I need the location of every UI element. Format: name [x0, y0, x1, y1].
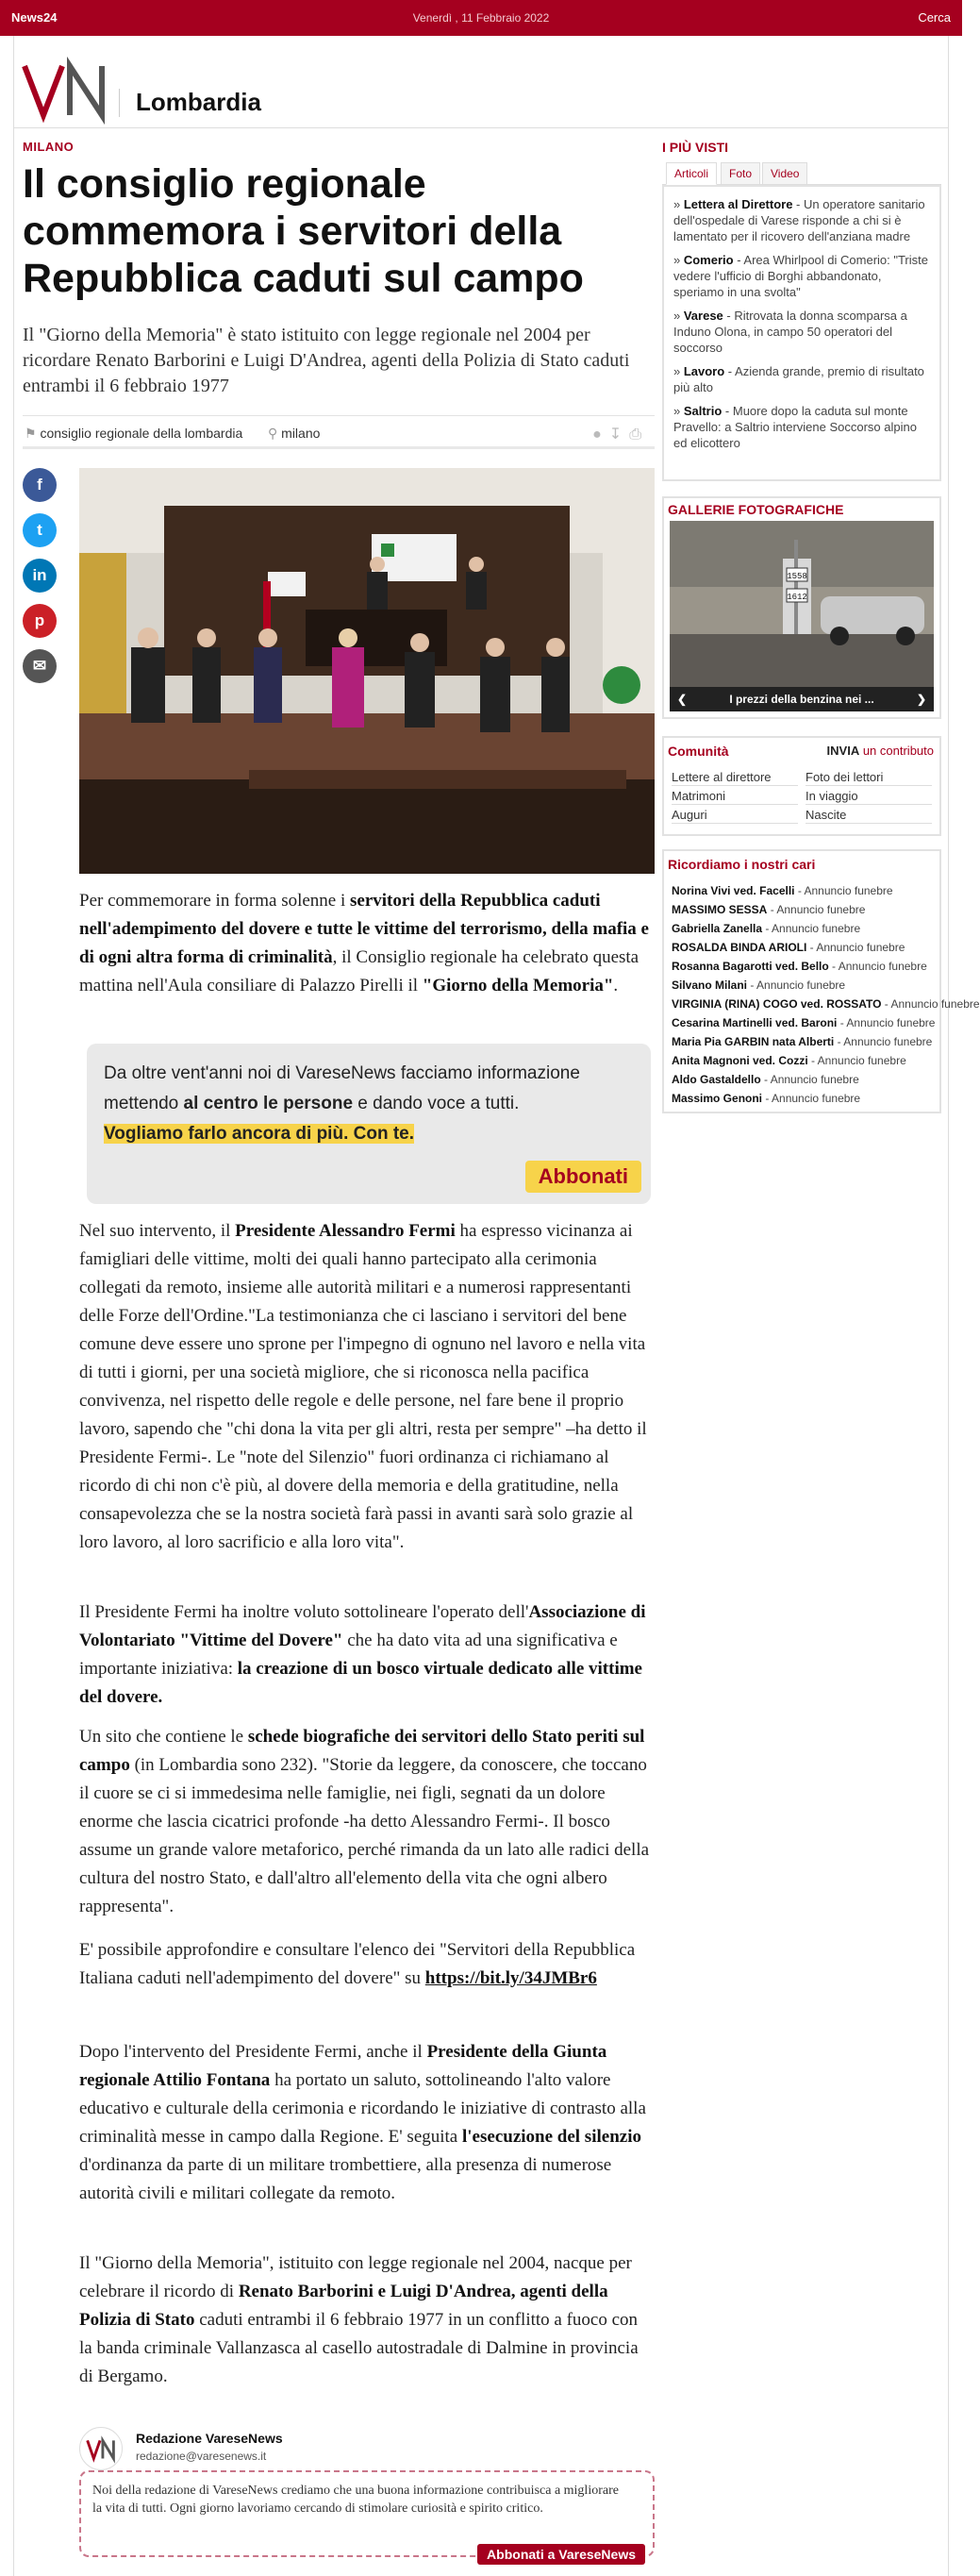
- share-bar: [23, 468, 57, 694]
- article-subtitle: Il "Giorno della Memoria" è stato istituito con legge regionale nel 2004 per ricordare Renato Barborini e Luigi D'Andrea, agenti della Polizia di Stato caduti entrambi il 6 febbraio 1977: [23, 325, 630, 396]
- paragraph-3: Il Presidente Fermi ha inoltre voluto sottolineare l'operato dell'Associazione di Volontariato "Vittime del Dovere" che ha dato vita ad una significativa e importante iniziativa: la creazione di un bosco virtuale dedicato alle vittime del dovere.: [79, 1602, 646, 1707]
- article-tools: [592, 425, 649, 443]
- download-icon[interactable]: ↧: [608, 427, 630, 443]
- photo-gallery: [662, 496, 941, 719]
- gallery-title: GALLERIE FOTOGRAFICHE: [668, 502, 844, 517]
- current-date: Venerdì , 11 Febbraio 2022: [412, 11, 550, 25]
- author-avatar[interactable]: [79, 2427, 123, 2470]
- obituaries-title: Ricordiamo i nostri cari: [668, 857, 816, 872]
- tag-link[interactable]: ⚑ consiglio regionale della lombardia: [25, 426, 243, 441]
- article-kicker[interactable]: MILANO: [23, 140, 75, 154]
- most-viewed-list: [662, 185, 941, 481]
- list-item[interactable]: » Saltrio - Muore dopo la caduta sul monte Pravello: a Saltrio interviene Soccorso alpino ed elicottero: [673, 404, 917, 450]
- tab-foto[interactable]: Foto: [721, 162, 760, 185]
- tag-icon: ⚑: [25, 426, 37, 441]
- author-email[interactable]: redazione@varesenews.it: [136, 2450, 267, 2463]
- author-name[interactable]: Redazione VareseNews: [136, 2431, 283, 2446]
- header-separator: [119, 89, 120, 117]
- paragraph-5: E' possibile approfondire e consultare l'elenco dei "Servitori della Repubblica Italiana caduti nell'adempimento del dovere" su https://bit.ly/34JMBr6: [79, 1940, 636, 1988]
- obituaries-list: [672, 881, 980, 1108]
- paragraph-2: Nel suo intervento, il Presidente Alessandro Fermi ha espresso vicinanza ai famigliari delle vittime, molti dei quali hanno partecipato alla cerimonia collegati da remoto, insieme alle autorità militari e a numerosi rappresentanti delle Forze dell'Ordine."La testimonianza che ci lasciano i servitori del bene comune deve essere uno sprone per l'impegno di ognuno nel lavoro e nella vita di tutti i giorni, per una società migliore, che si riconosca nella pacifica convivenza, nel rispetto delle regole e delle persone, nel fare bene il proprio lavoro, sapendo che "chi dona la vita per gli altri, resta per sempre" –ha detto il Presidente Fermi-. Le "note del Silenzio" fuori ordinanza ci richiamano al ricordo di chi non c'è più, al dovere della memoria e della gratitudine, nella consapevolezza che se la nostra società farà passi in avanti sarà solo grazie al loro lavoro, al loro sacrificio e alla loro vita".: [79, 1221, 647, 1552]
- location-link[interactable]: ⚲ milano: [268, 426, 321, 441]
- svg-text:1612: 1612: [787, 593, 807, 602]
- promo-text: Da oltre vent'anni noi di VareseNews facciamo informazione mettendo al centro le persone e dando voce a tutti. Vogliamo farlo ancora di più. Con te.: [104, 1063, 580, 1144]
- varesenews-logo[interactable]: [23, 64, 108, 117]
- list-item[interactable]: Massimo Genoni - Annuncio funebre: [672, 1092, 861, 1105]
- top-bar: [0, 0, 962, 36]
- email-icon[interactable]: ✉: [23, 649, 57, 683]
- community-link[interactable]: Auguri: [672, 808, 798, 824]
- article-photo: [79, 468, 655, 874]
- paragraph-1: Per commemorare in forma solenne i servitori della Repubblica caduti nell'adempimento del dovere e tutte le vittime del terrorismo, della mafia e di ogni altra forma di criminalità, il Consiglio regionale ha celebrato questa mattina nell'Aula consiliare di Palazzo Pirelli il "Giorno della Memoria".: [79, 891, 649, 995]
- paragraph-6: Dopo l'intervento del Presidente Fermi, anche il Presidente della Giunta regionale Attilio Fontana ha portato un saluto, sottolineando l'alto valore educativo e culturale della cerimonia e ricordando le iniziative di contrasto alla criminalità messe in campo dalla Regione. E' seguita l'esecuzione del silenzio d'ordinanza da parte di un militare trombettiere, alla presenza di numerose autorità civili e militari collegate da remoto.: [79, 2042, 646, 2203]
- site-header: [13, 36, 949, 128]
- list-item[interactable]: » Lavoro - Azienda grande, premio di risultato più alto: [673, 364, 924, 394]
- community-link[interactable]: Foto dei lettori: [806, 770, 932, 786]
- article-meta: [23, 415, 655, 449]
- list-item[interactable]: ROSALDA BINDA ARIOLI - Annuncio funebre: [672, 941, 905, 954]
- list-item[interactable]: » Comerio - Area Whirlpool di Comerio: "Triste vedere l'ufficio di Borghi abbandonato, speriamo in una svolta": [673, 253, 928, 299]
- subscription-promo: [87, 1044, 651, 1204]
- community-link[interactable]: Lettere al direttore: [672, 770, 798, 786]
- subscribe-button[interactable]: Abbonati: [525, 1161, 641, 1193]
- list-item[interactable]: Gabriella Zanella - Annuncio funebre: [672, 922, 861, 935]
- comment-icon[interactable]: ●: [592, 427, 609, 443]
- list-item[interactable]: » Varese - Ritrovata la donna scomparsa a Induno Olona, in campo 50 operatori del soccorso: [673, 309, 907, 355]
- list-item[interactable]: Maria Pia GARBIN nata Alberti - Annuncio funebre: [672, 1035, 933, 1048]
- community-link[interactable]: In viaggio: [806, 789, 932, 805]
- community-link[interactable]: Matrimoni: [672, 789, 798, 805]
- list-item[interactable]: Rosanna Bagarotti ved. Bello - Annuncio funebre: [672, 960, 927, 973]
- chevron-right-icon[interactable]: ❯: [916, 693, 926, 706]
- twitter-icon[interactable]: t: [23, 513, 57, 547]
- most-viewed-title: I PIÙ VISTI: [662, 140, 729, 155]
- tab-video[interactable]: Video: [762, 162, 807, 185]
- article-title: Il consiglio regionale commemora i servitori della Repubblica caduti sul campo: [23, 161, 584, 301]
- list-item[interactable]: MASSIMO SESSA - Annuncio funebre: [672, 903, 866, 916]
- list-item[interactable]: Silvano Milani - Annuncio funebre: [672, 979, 846, 992]
- pinterest-icon[interactable]: p: [23, 604, 57, 638]
- gallery-image[interactable]: [670, 521, 934, 687]
- gallery-caption[interactable]: ❮ I prezzi della benzina nei ... ❯: [670, 687, 934, 711]
- tab-articoli[interactable]: Articoli: [666, 162, 717, 185]
- search-link[interactable]: Cerca: [918, 10, 951, 25]
- community-box: [662, 736, 941, 836]
- location-icon: ⚲: [268, 426, 278, 441]
- svg-text:1558: 1558: [787, 572, 807, 581]
- list-item[interactable]: Anita Magnoni ved. Cozzi - Annuncio funebre: [672, 1054, 906, 1067]
- list-item[interactable]: VIRGINIA (RINA) COGO ved. ROSSATO - Annuncio funebre: [672, 997, 980, 1011]
- subscribe-varesenews-button[interactable]: Abbonati a VareseNews: [477, 2544, 645, 2565]
- obituaries-box: [662, 849, 980, 1113]
- chevron-left-icon[interactable]: ❮: [677, 693, 688, 706]
- paragraph-7: Il "Giorno della Memoria", istituito con legge regionale nel 2004, nacque per celebrare il ricordo di Renato Barborini e Luigi D'Andrea, agenti della Polizia di Stato caduti entrambi il 6 febbraio 1977 in un conflitto a fuoco con la banda criminale Vallanzasca al casello autostradale di Dalmine in provincia di Bergamo.: [79, 2253, 639, 2386]
- paragraph-4: Un sito che contiene le schede biografiche dei servitori dello Stato periti sul campo (in Lombardia sono 232). "Storie da leggere, da conoscere, che toccano il cuore se ci si immedesima nelle famiglie, nei figli, segnati da un dolore enorme che lascia cicatrici profonde -ha detto Alessandro Fermi-. Il bosco assume un grande valore metaforico, perché rimanda da un lato alle radici della cultura del nostro Stato, e dall'altro all'elemento della vita che ogni albero rappresenta".: [79, 1727, 650, 1916]
- invia-contributo[interactable]: INVIA un contributo: [826, 744, 934, 758]
- council-chamber-image: [79, 468, 655, 874]
- linkedin-icon[interactable]: in: [23, 559, 57, 593]
- author-box: [79, 2416, 655, 2567]
- facebook-icon[interactable]: f: [23, 468, 57, 502]
- print-icon[interactable]: ⎙: [629, 427, 649, 443]
- bosco-link[interactable]: https://bit.ly/34JMBr6: [424, 1968, 597, 1988]
- most-viewed-tabs: [662, 159, 941, 185]
- community-title: Comunità: [668, 744, 729, 759]
- list-item[interactable]: Norina Vivi ved. Facelli - Annuncio funebre: [672, 884, 893, 897]
- list-item[interactable]: Cesarina Martinelli ved. Baroni - Annuncio funebre: [672, 1016, 936, 1029]
- author-description: Noi della redazione di VareseNews crediamo che una buona informazione contribuisca a migliorare la vita di tutti. Ogni giorno lavoriamo cercando di stimolare curiosità e spirito critico.: [92, 2484, 619, 2516]
- news24-link[interactable]: News24: [11, 10, 58, 25]
- community-link[interactable]: Nascite: [806, 808, 932, 824]
- list-item[interactable]: Aldo Gastaldello - Annuncio funebre: [672, 1073, 859, 1086]
- list-item[interactable]: » Lettera al Direttore - Un operatore sanitario dell'ospedale di Varese risponde a chi si è lamentato per il ricovero dell'anziana madre: [673, 197, 925, 243]
- region-title[interactable]: Lombardia: [136, 88, 261, 116]
